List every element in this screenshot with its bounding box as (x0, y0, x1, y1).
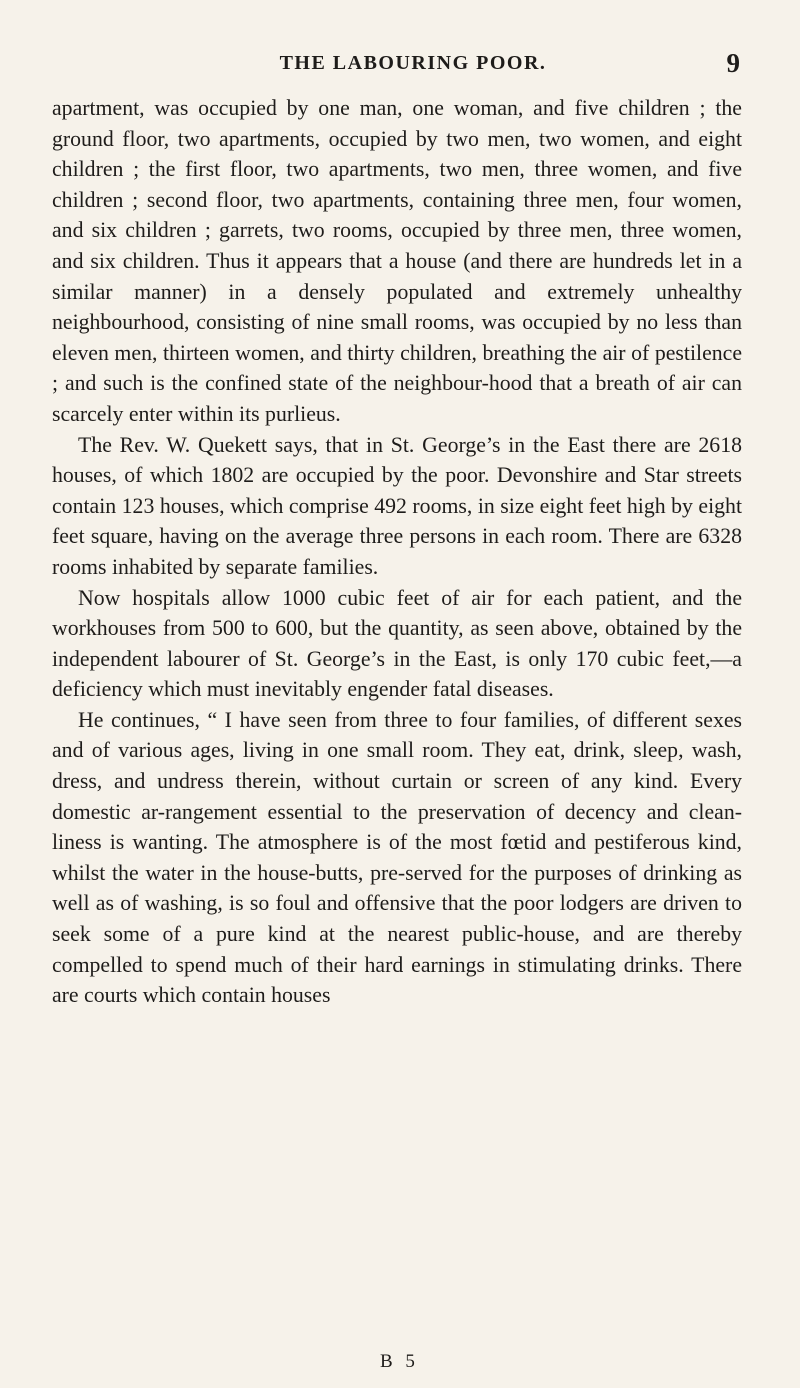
running-title: THE LABOURING POOR. (279, 52, 547, 74)
page-number: 9 (726, 48, 740, 78)
text-body (52, 93, 742, 1011)
paragraph-continuation: apartment, was occupied by one man, one woman, and five children ; the ground floor, two apartments, occupied by two men, two women, and eight children ; the first floor, two apartments, two men, three women, and five children ; second floor, two apartments, containing three men, four women, and six children ; garrets, two rooms, occupied by three men, three women, and six children. Thus it appears that a house (and there are hundreds let in a similar manner) in a densely populated and extremely unhealthy neighbourhood, consisting of nine small rooms, was occupied by no less than eleven men, thirteen women, and thirty children, breathing the air of pestilence ; and such is the confined state of the neighbour-hood that a breath of air can scarcely enter within its purlieus. (52, 96, 742, 426)
paragraph-hospitals: Now hospitals allow 1000 cubic feet of air for each patient, and the workhouses from 500 to 600, but the quantity, as seen above, obtained by the independent labourer of St. George’s in the East, is only 170 cubic feet,—a deficiency which must inevitably engender fatal diseases. (52, 585, 742, 702)
paragraph-continues: He continues, “ I have seen from three to four families, of different sexes and of various ages, living in one small room. They eat, drink, sleep, wash, dress, and undress therein, without curtain or screen of any kind. Every domestic ar-rangement essential to the preservation of decency and clean-liness is wanting. The atmosphere is of the most fœtid and pestiferous kind, whilst the water in the house-butts, pre-served for the purposes of drinking as well as of washing, is so foul and offensive that the poor lodgers are driven to seek some of a pure kind at the nearest public-house, and are thereby compelled to spend much of their hard earnings in stimulating drinks. There are courts which contain houses (52, 707, 742, 1008)
signature-mark: B 5 (380, 1351, 419, 1372)
running-head (86, 48, 740, 82)
paragraph-quekett: The Rev. W. Quekett says, that in St. George’s in the East there are 2618 houses, of which 1802 are occupied by the poor. Devonshire and Star streets contain 123 houses, which comprise 492 rooms, in size eight feet high by eight feet square, having on the average three persons in each room. There are 6328 rooms inhabited by separate families. (52, 432, 742, 579)
